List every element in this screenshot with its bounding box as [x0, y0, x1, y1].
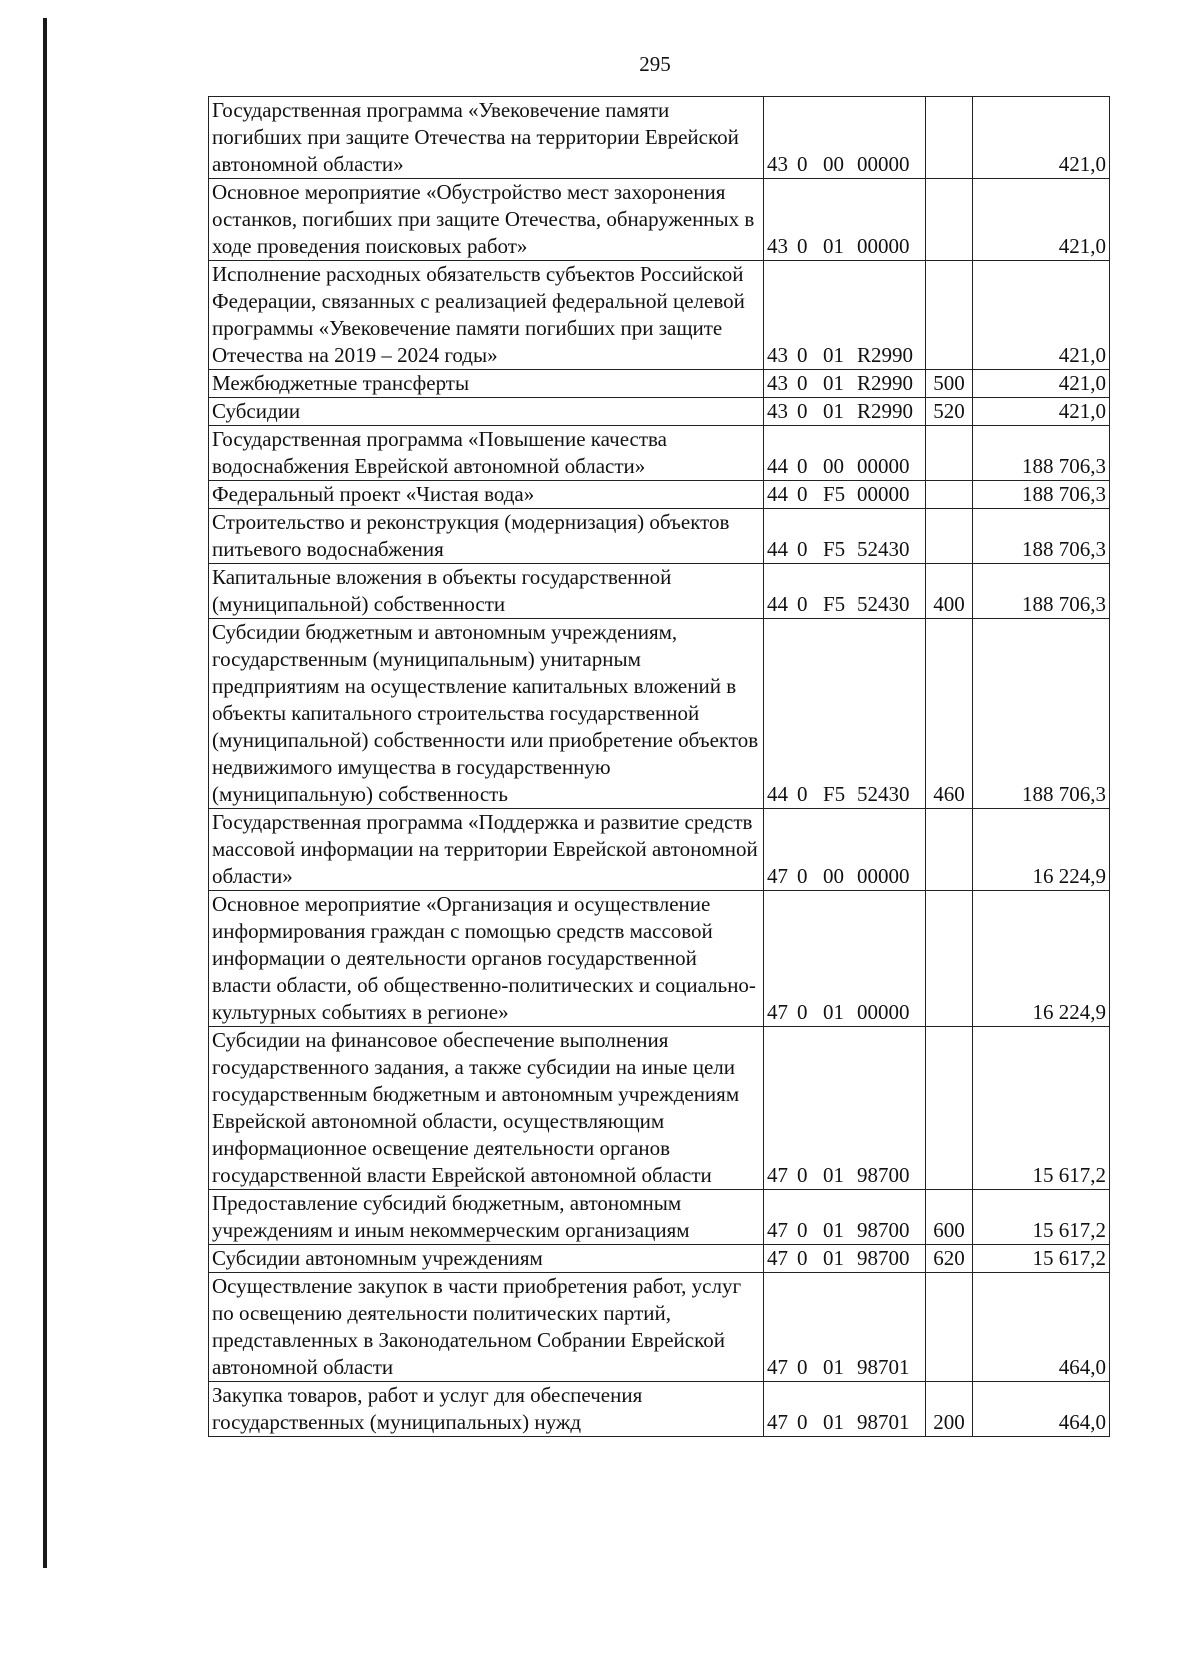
row-expense-type-cell: 500 — [926, 370, 973, 398]
row-name-cell: Строительство и реконструкция (модернизация) объектов питьевого водоснабжения — [209, 509, 764, 564]
row-code-cell — [764, 370, 926, 398]
code-part: 00000 — [857, 454, 910, 478]
row-expense-type-cell: 460 — [926, 619, 973, 809]
code-part: 00000 — [857, 864, 910, 888]
code-part: 0 — [797, 399, 808, 423]
code-part: 01 — [823, 1246, 844, 1270]
code-part: 01 — [823, 1163, 844, 1187]
row-name-cell: Предоставление субсидий бюджетным, автономным учреждениям и иным некоммерческим организациям — [209, 1190, 764, 1245]
code-part: 01 — [823, 1218, 844, 1242]
code-part: 0 — [797, 343, 808, 367]
code-part: 00000 — [857, 152, 910, 176]
row-expense-type-cell — [926, 1273, 973, 1382]
code-part: 44 — [767, 782, 788, 806]
table-row — [209, 1027, 1110, 1190]
row-name-cell: Закупка товаров, работ и услуг для обеспечения государственных (муниципальных) нужд — [209, 1382, 764, 1437]
code-part: 43 — [767, 152, 788, 176]
row-amount-cell: 421,0 — [973, 261, 1110, 370]
code-part: 01 — [823, 234, 844, 258]
code-part: 0 — [797, 592, 808, 616]
code-part: 98701 — [857, 1410, 910, 1434]
code-part: 47 — [767, 1246, 788, 1270]
table-row — [209, 1382, 1110, 1437]
code-part: 00000 — [857, 482, 910, 506]
table-row — [209, 426, 1110, 481]
table-row — [209, 481, 1110, 509]
code-part: 0 — [797, 864, 808, 888]
row-name-cell: Субсидии на финансовое обеспечение выполнения государственного задания, а также субсидии на иные цели государственным бюджетным и автономным учреждениям Еврейской автономной области, осуществляющим информационное освещение деятельности органов государственной власти Еврейской автономной области — [209, 1027, 764, 1190]
code-part: 98701 — [857, 1355, 910, 1379]
code-part: 44 — [767, 592, 788, 616]
row-name-cell: Основное мероприятие «Организация и осуществление информирования граждан с помощью средств массовой информации о деятельности органов государственной власти области, об общественно-политических и социально-культурных событиях в регионе» — [209, 891, 764, 1027]
code-part: 01 — [823, 1000, 844, 1024]
row-amount-cell: 421,0 — [973, 398, 1110, 426]
code-part: 98700 — [857, 1218, 910, 1242]
code-part: 01 — [823, 399, 844, 423]
code-part: 47 — [767, 1163, 788, 1187]
row-amount-cell: 421,0 — [973, 179, 1110, 261]
row-code-cell — [764, 481, 926, 509]
row-expense-type-cell — [926, 481, 973, 509]
row-amount-cell: 188 706,3 — [973, 481, 1110, 509]
code-part: 47 — [767, 1410, 788, 1434]
code-part: 47 — [767, 864, 788, 888]
code-part: 43 — [767, 371, 788, 395]
code-part: R2990 — [857, 343, 914, 367]
code-part: 44 — [767, 454, 788, 478]
row-amount-cell: 421,0 — [973, 97, 1110, 179]
row-name-cell: Государственная программа «Поддержка и развитие средств массовой информации на территории Еврейской автономной области» — [209, 809, 764, 891]
code-part: F5 — [823, 537, 846, 561]
code-part: F5 — [823, 782, 846, 806]
table-row — [209, 179, 1110, 261]
code-part: 0 — [797, 482, 808, 506]
row-amount-cell: 16 224,9 — [973, 809, 1110, 891]
row-amount-cell: 188 706,3 — [973, 426, 1110, 481]
code-part: 44 — [767, 482, 788, 506]
code-part: 0 — [797, 782, 808, 806]
row-amount-cell: 421,0 — [973, 370, 1110, 398]
table-row — [209, 509, 1110, 564]
code-part: 0 — [797, 371, 808, 395]
row-code-cell — [764, 1027, 926, 1190]
row-code-cell — [764, 398, 926, 426]
row-amount-cell: 188 706,3 — [973, 619, 1110, 809]
row-code-cell — [764, 1190, 926, 1245]
row-amount-cell: 464,0 — [973, 1382, 1110, 1437]
row-code-cell — [764, 426, 926, 481]
row-amount-cell: 15 617,2 — [973, 1190, 1110, 1245]
row-expense-type-cell: 600 — [926, 1190, 973, 1245]
row-expense-type-cell — [926, 426, 973, 481]
code-part: 0 — [797, 1163, 808, 1187]
code-part: 43 — [767, 343, 788, 367]
row-name-cell: Субсидии автономным учреждениям — [209, 1245, 764, 1273]
table-row — [209, 370, 1110, 398]
table-row — [209, 1190, 1110, 1245]
row-expense-type-cell — [926, 1027, 973, 1190]
row-amount-cell: 16 224,9 — [973, 891, 1110, 1027]
table-row — [209, 619, 1110, 809]
row-name-cell: Осуществление закупок в части приобретения работ, услуг по освещению деятельности политических партий, представленных в Законодательном Собрании Еврейской автономной области — [209, 1273, 764, 1382]
table-row — [209, 809, 1110, 891]
row-expense-type-cell — [926, 97, 973, 179]
code-part: 0 — [797, 1355, 808, 1379]
table-row — [209, 261, 1110, 370]
row-amount-cell: 188 706,3 — [973, 509, 1110, 564]
table-row — [209, 1273, 1110, 1382]
page-number: 295 — [639, 52, 671, 76]
row-name-cell: Государственная программа «Повышение качества водоснабжения Еврейской автономной области» — [209, 426, 764, 481]
row-expense-type-cell — [926, 509, 973, 564]
code-part: 00000 — [857, 234, 910, 258]
row-name-cell: Субсидии бюджетным и автономным учреждениям, государственным (муниципальным) унитарным предприятиям на осуществление капитальных вложений в объекты капитального строительства государственной (муниципальной) собственности или приобретение объектов недвижимого имущества в государственную (муниципальную) собственность — [209, 619, 764, 809]
code-part: 52430 — [857, 782, 910, 806]
code-part: 0 — [797, 1410, 808, 1434]
row-name-cell: Государственная программа «Увековечение памяти погибших при защите Отечества на территории Еврейской автономной области» — [209, 97, 764, 179]
code-part: 00 — [823, 864, 844, 888]
row-code-cell — [764, 1382, 926, 1437]
code-part: 01 — [823, 1355, 844, 1379]
table-row — [209, 398, 1110, 426]
row-code-cell — [764, 1245, 926, 1273]
code-part: 98700 — [857, 1163, 910, 1187]
code-part: 01 — [823, 371, 844, 395]
row-code-cell — [764, 564, 926, 619]
row-name-cell: Капитальные вложения в объекты государственной (муниципальной) собственности — [209, 564, 764, 619]
code-part: 0 — [797, 1246, 808, 1270]
code-part: 0 — [797, 234, 808, 258]
row-amount-cell: 15 617,2 — [973, 1245, 1110, 1273]
row-name-cell: Исполнение расходных обязательств субъектов Российской Федерации, связанных с реализацией федеральной целевой программы «Увековечение памяти погибших при защите Отечества на 2019 – 2024 годы» — [209, 261, 764, 370]
code-part: 0 — [797, 152, 808, 176]
code-part: 44 — [767, 537, 788, 561]
budget-table-body — [209, 97, 1110, 1437]
row-amount-cell: 188 706,3 — [973, 564, 1110, 619]
row-code-cell — [764, 509, 926, 564]
code-part: 0 — [797, 537, 808, 561]
code-part: 00000 — [857, 1000, 910, 1024]
code-part: 0 — [797, 1000, 808, 1024]
row-expense-type-cell — [926, 809, 973, 891]
code-part: F5 — [823, 482, 846, 506]
row-name-cell: Межбюджетные трансферты — [209, 370, 764, 398]
code-part: F5 — [823, 592, 846, 616]
row-code-cell — [764, 619, 926, 809]
code-part: 0 — [797, 1218, 808, 1242]
table-row — [209, 564, 1110, 619]
row-name-cell: Основное мероприятие «Обустройство мест захоронения останков, погибших при защите Отечества, обнаруженных в ходе проведения поисковых работ» — [209, 179, 764, 261]
row-expense-type-cell: 520 — [926, 398, 973, 426]
row-expense-type-cell — [926, 179, 973, 261]
code-part: 00 — [823, 152, 844, 176]
row-expense-type-cell — [926, 891, 973, 1027]
row-code-cell — [764, 809, 926, 891]
row-name-cell: Субсидии — [209, 398, 764, 426]
code-part: 0 — [797, 454, 808, 478]
code-part: R2990 — [857, 399, 914, 423]
row-expense-type-cell: 400 — [926, 564, 973, 619]
code-part: 47 — [767, 1218, 788, 1242]
row-code-cell — [764, 1273, 926, 1382]
code-part: 01 — [823, 1410, 844, 1434]
code-part: 43 — [767, 399, 788, 423]
row-code-cell — [764, 97, 926, 179]
code-part: 47 — [767, 1355, 788, 1379]
row-amount-cell: 15 617,2 — [973, 1027, 1110, 1190]
code-part: 52430 — [857, 592, 910, 616]
row-name-cell: Федеральный проект «Чистая вода» — [209, 481, 764, 509]
row-expense-type-cell: 620 — [926, 1245, 973, 1273]
table-row — [209, 97, 1110, 179]
code-part: 52430 — [857, 537, 910, 561]
code-part: 43 — [767, 234, 788, 258]
code-part: 47 — [767, 1000, 788, 1024]
row-amount-cell: 464,0 — [973, 1273, 1110, 1382]
row-code-cell — [764, 261, 926, 370]
row-code-cell — [764, 179, 926, 261]
code-part: R2990 — [857, 371, 914, 395]
code-part: 98700 — [857, 1246, 910, 1270]
code-part: 00 — [823, 454, 844, 478]
budget-table — [208, 96, 1110, 1437]
table-row — [209, 891, 1110, 1027]
table-row — [209, 1245, 1110, 1273]
binding-edge-line — [43, 18, 47, 1568]
row-expense-type-cell — [926, 261, 973, 370]
row-code-cell — [764, 891, 926, 1027]
code-part: 01 — [823, 343, 844, 367]
row-expense-type-cell: 200 — [926, 1382, 973, 1437]
